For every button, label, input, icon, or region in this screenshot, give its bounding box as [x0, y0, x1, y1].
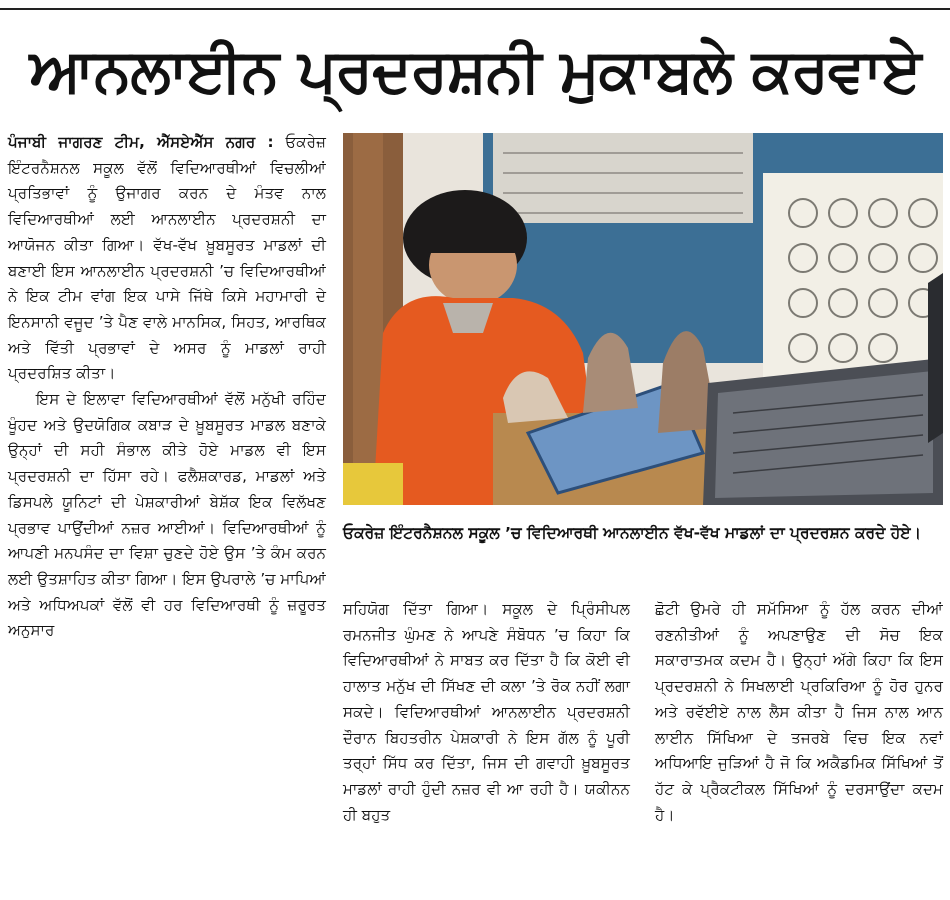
- column-3-text: ਛੋਟੀ ਉਮਰੇ ਹੀ ਸਮੱਸਿਆ ਨੂੰ ਹੱਲ ਕਰਨ ਦੀਆਂ ਰਣਨੀਤੀਆਂ ਨੂੰ ਅਪਣਾਉਣ ਦੀ ਸੋਚ ਇਕ ਸਕਾਰਾਤਮਕ ਕਦਮ ਹੈ। ਉਨ੍ਹਾਂ ਅੱਗੇ ਕਿਹਾ ਕਿ ਇਸ ਪ੍ਰਦਰਸ਼ਨੀ ਨੇ ਸਿਖਲਾਈ ਪ੍ਰਕਿਰਿਆ ਨੂੰ ਹੋਰ ਹੁਨਰ ਅਤੇ ਰਵੱਈਏ ਨਾਲ ਲੈਸ ਕੀਤਾ ਹੈ ਜਿਸ ਨਾਲ ਆਨ ਲਾਈਨ ਸਿੱਖਿਆ ਦੇ ਤਜਰਬੇ ਵਿਚ ਇਕ ਨਵਾਂ ਅਧਿਆਇ ਜੁੜਿਆਂ ਹੈ ਜੋ ਕਿ ਅਕੈਡਮਿਕ ਸਿੱਖਿਆਂ ਤੋਂ ਹੱਟ ਕੇ ਪ੍ਰੈਕਟੀਕਲ ਸਿੱਖਿਆਂ ਨੂੰ ਦਰਸਾਉਂਦਾ ਕਦਮ ਹੈ।: [655, 600, 943, 824]
- column-2-text: ਸਹਿਯੋਗ ਦਿੱਤਾ ਗਿਆ। ਸਕੂਲ ਦੇ ਪ੍ਰਿੰਸੀਪਲ ਰਮਨਜੀਤ ਘੁੰਮਣ ਨੇ ਆਪਣੇ ਸੰਬੋਧਨ ’ਚ ਕਿਹਾ ਕਿ ਵਿਦਿਆਰਥੀਆਂ ਨੇ ਸਾਬਤ ਕਰ ਦਿੱਤਾ ਹੈ ਕਿ ਕੋਈ ਵੀ ਹਾਲਾਤ ਮਨੁੱਖ ਦੀ ਸਿੱਖਣ ਦੀ ਕਲਾ ’ਤੇ ਰੋਕ ਨਹੀਂ ਲਗਾ ਸਕਦੇ। ਵਿਦਿਆਰਥੀਆਂ ਆਨਲਾਈਨ ਪ੍ਰਦਰਸ਼ਨੀ ਦੌਰਾਨ ਬਿਹਤਰੀਨ ਪੇਸ਼ਕਾਰੀ ਨੇ ਇਸ ਗੱਲ ਨੂੰ ਪੂਰੀ ਤਰ੍ਹਾਂ ਸਿੱਧ ਕਰ ਦਿੱਤਾ, ਜਿਸ ਦੀ ਗਵਾਹੀ ਖ਼ੂਬਸੂਰਤ ਮਾਡਲਾਂ ਰਾਹੀ ਹੁੰਦੀ ਨਜ਼ਰ ਵੀ ਆ ਰਹੀ ਹੈ। ਯਕੀਨਨ ਹੀ ਬਹੁਤ: [343, 600, 630, 824]
- article-photo: [343, 133, 943, 505]
- headline: ਆਨਲਾਈਨ ਪ੍ਰਦਰਸ਼ਨੀ ਮੁਕਾਬਲੇ ਕਰਵਾਏ: [29, 36, 921, 106]
- dateline: ਪੰਜਾਬੀ ਜਾਗਰਣ ਟੀਮ, ਐੱਸਏਐੱਸ ਨਗਰ :: [8, 133, 274, 151]
- photo-caption: ਓਕਰੇਜ਼ ਇੰਟਰਨੈਸ਼ਨਲ ਸਕੂਲ ’ਚ ਵਿਦਿਆਰਥੀ ਆਨਲਾਈਨ ਵੱਖ-ਵੱਖ ਮਾਡਲਾਂ ਦਾ ਪ੍ਰਦਰਸ਼ਨ ਕਰਦੇ ਹੋਏ।: [343, 524, 922, 542]
- paragraph-1-text: ਓਕਰੇਜ਼ ਇੰਟਰਨੈਸ਼ਨਲ ਸਕੂਲ ਵੱਲੋਂ ਵਿਦਿਆਰਥੀਆਂ ਵਿਚਲੀਆਂ ਪ੍ਰਤਿਭਾਵਾਂ ਨੂੰ ਉਜਾਗਰ ਕਰਨ ਦੇ ਮੰਤਵ ਨਾਲ ਵਿਦਿਆਰਥੀਆਂ ਲਈ ਆਨਲਾਈਨ ਪ੍ਰਦਰਸ਼ਨੀ ਦਾ ਆਯੋਜਨ ਕੀਤਾ ਗਿਆ। ਵੱਖ-ਵੱਖ ਖ਼ੂਬਸੂਰਤ ਮਾਡਲਾਂ ਦੀ ਬਣਾਈ ਇਸ ਆਨਲਾਈਨ ਪ੍ਰਦਰਸ਼ਨੀ ’ਚ ਵਿਦਿਆਰਥੀਆਂ ਨੇ ਇਕ ਟੀਮ ਵਾਂਗ ਇਕ ਪਾਸੇ ਜਿੱਥੇ ਕਿਸੇ ਮਹਾਮਾਰੀ ਦੇ ਇਨਸਾਨੀ ਵਜੂਦ ’ਤੇ ਪੈਣ ਵਾਲੇ ਮਾਨਸਿਕ, ਸਿਹਤ, ਆਰਥਿਕ ਅਤੇ ਵਿੱਤੀ ਪ੍ਰਭਾਵਾਂ ਦੇ ਅਸਰ ਨੂੰ ਮਾਡਲਾਂ ਰਾਹੀ ਪ੍ਰਦਰਸ਼ਿਤ ਕੀਤਾ।: [8, 133, 326, 383]
- article-column-2: [343, 597, 630, 897]
- top-rule: [0, 0, 950, 10]
- lead-paragraph: [8, 130, 326, 387]
- article-column-3: [655, 597, 943, 897]
- article-column-1: [8, 130, 326, 890]
- paragraph-2: ਇਸ ਦੇ ਇਲਾਵਾ ਵਿਦਿਆਰਥੀਆਂ ਵੱਲੋਂ ਮਨੁੱਖੀ ਰਹਿੰਦ ਖੂੰਹਦ ਅਤੇ ਉਦਯੋਗਿਕ ਕਬਾੜ ਦੇ ਖ਼ੂਬਸੂਰਤ ਮਾਡਲ ਬਣਾਕੇ ਉਨ੍ਹਾਂ ਦੀ ਸਹੀ ਸੰਭਾਲ ਕੀਤੇ ਹੋਏ ਮਾਡਲ ਵੀ ਇਸ ਪ੍ਰਦਰਸ਼ਨੀ ਦਾ ਹਿੱਸਾ ਰਹੇ। ਫਲੈਸ਼ਕਾਰਡ, ਮਾਡਲਾਂ ਅਤੇ ਡਿਸਪਲੇ ਯੂਨਿਟਾਂ ਦੀ ਪੇਸ਼ਕਾਰੀਆਂ ਬੇਸ਼ੱਕ ਇਕ ਵਿਲੱਖਣ ਪ੍ਰਭਾਵ ਪਾਉਂਦੀਆਂ ਨਜ਼ਰ ਆਈਆਂ। ਵਿਦਿਆਰਥੀਆਂ ਨੂੰ ਆਪਣੀ ਮਨਪਸੰਦ ਦਾ ਵਿਸ਼ਾ ਚੁਣਦੇ ਹੋਏ ਉਸ ’ਤੇ ਕੰਮ ਕਰਨ ਲਈ ਉਤਸ਼ਾਹਿਤ ਕੀਤਾ ਗਿਆ। ਇਸ ਉਪਰਾਲੇ ’ਚ ਮਾਪਿਆਂ ਅਤੇ ਅਧਿਅਪਕਾਂ ਵੱਲੋਂ ਵੀ ਹਰ ਵਿਦਿਆਰਥੀ ਨੂੰ ਜ਼ਰੂਰਤ ਅਨੁਸਾਰ: [8, 390, 326, 640]
